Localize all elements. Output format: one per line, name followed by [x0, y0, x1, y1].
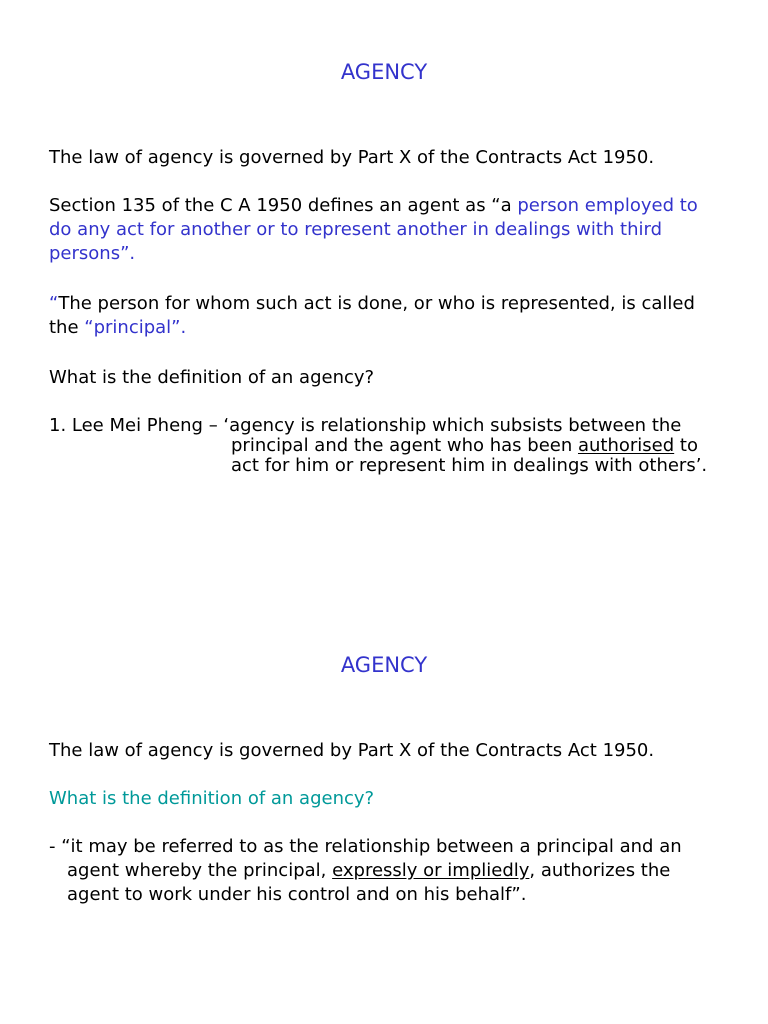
principal-term: “principal”.	[84, 317, 187, 338]
agent-definition-part-2: do any act for another or to represent another in dealings with third	[49, 219, 663, 240]
principal-line-1	[49, 292, 695, 316]
definition-question-2: What is the definition of an agency?	[49, 788, 375, 809]
relationship-line-3: agent to work under his control and on his behalf”.	[67, 884, 527, 905]
section-135-line-1	[49, 194, 698, 218]
authorised-underlined: authorised	[577, 435, 675, 456]
open-quote-mark: “	[49, 293, 59, 314]
definition-question: What is the definition of an agency?	[49, 367, 375, 388]
lee-mei-pheng-line-3: act for him or represent him in dealings with others’.	[231, 455, 708, 476]
expressly-impliedly-underlined: expressly or impliedly	[332, 860, 530, 881]
lee-text-a: principal and the agent who has been	[231, 435, 578, 456]
principal-line-2	[49, 316, 186, 340]
relationship-line-1: - “it may be referred to as the relationship between a principal and an	[49, 836, 682, 857]
relationship-line-2	[67, 859, 670, 883]
governing-law-paragraph-2: The law of agency is governed by Part X of the Contracts Act 1950.	[49, 740, 655, 761]
principal-text-prefix: the	[49, 317, 85, 338]
slide-1-title: AGENCY	[340, 60, 428, 84]
principal-text-1: The person for whom such act is done, or who is represented, is called	[58, 293, 695, 314]
governing-law-paragraph: The law of agency is governed by Part X of the Contracts Act 1950.	[49, 147, 655, 168]
lee-text-b: to	[674, 435, 698, 456]
section-135-prefix: Section 135 of the C A 1950 defines an agent as “a	[49, 195, 518, 216]
lee-mei-pheng-line-1: 1. Lee Mei Pheng – ‘agency is relationship which subsists between the	[49, 415, 682, 436]
slide-2-title: AGENCY	[340, 653, 428, 677]
agent-definition-part-1: person employed to	[517, 195, 698, 216]
agent-definition-part-3: persons”.	[49, 243, 136, 264]
relationship-text-b: , authorizes the	[529, 860, 671, 881]
slide-2	[0, 590, 768, 1024]
relationship-text-a: agent whereby the principal,	[67, 860, 333, 881]
